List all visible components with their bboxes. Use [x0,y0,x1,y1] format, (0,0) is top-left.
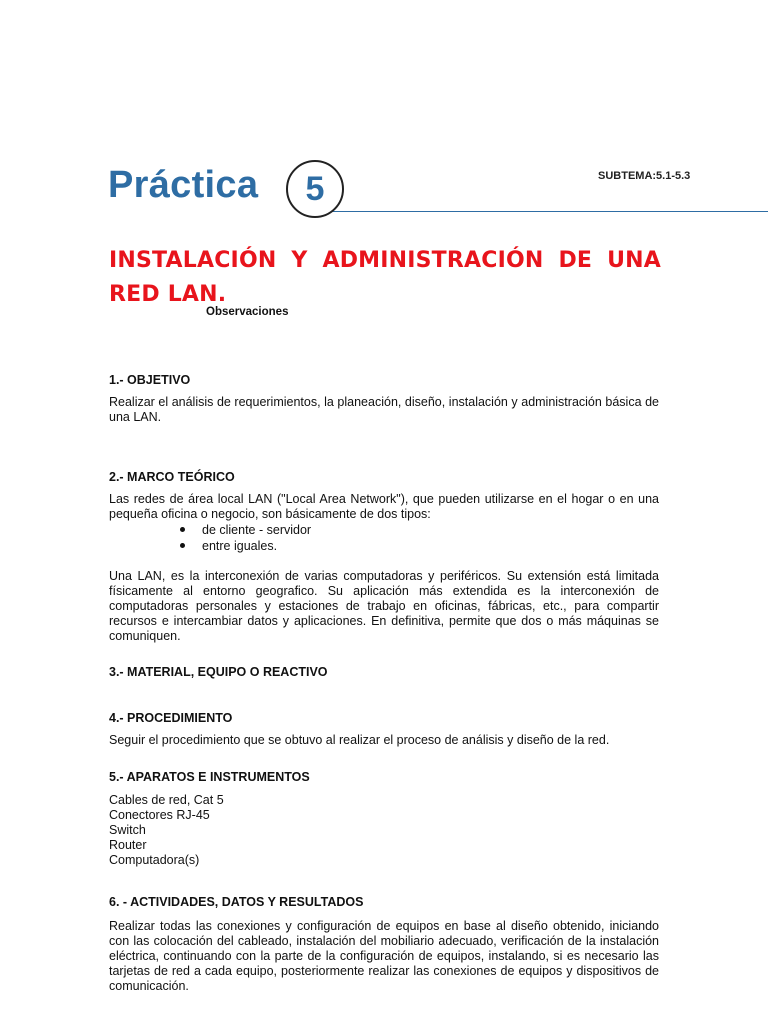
list-item: Cables de red, Cat 5 [109,793,224,807]
practice-number-circle: 5 [286,160,344,218]
actividades-text: Realizar todas las conexiones y configuración de equipos en base al diseño obtenido, iniciando con las colocación del cableado, instalación del mobiliario adecuado, verificación de la instalación eléctrica, continuando con la parte de la configuración de equipos, instalando, si es necesario las tarjetas de red a cada equipo, posteriormente realizar las conexiones de equipos y dispositivos de comunicación. [109,919,659,993]
practice-title: Práctica [108,164,259,206]
section-heading-marco: 2.- MARCO TEÓRICO [109,470,235,484]
section-heading-actividades: 6. - ACTIVIDADES, DATOS Y RESULTADOS [109,895,364,909]
section-heading-material: 3.- MATERIAL, EQUIPO O REACTIVO [109,665,328,679]
objetivo-text: Realizar el análisis de requerimientos, la planeación, diseño, instalación y administración básica de una LAN. [109,395,659,424]
list-item: Conectores RJ-45 [109,808,210,822]
aparatos-list [109,793,224,868]
observaciones-label: Observaciones [206,306,289,318]
header-rule [330,211,768,212]
list-item: Computadora(s) [109,853,200,867]
list-item: Router [109,838,147,852]
procedimiento-text: Seguir el procedimiento que se obtuvo al realizar el proceso de análisis y diseño de la red. [109,733,610,747]
marco-text: Una LAN, es la interconexión de varias computadoras y periféricos. Su extensión está limitada físicamente al entorno geografico. Su aplicación más extendida es la interconexión de computadoras personales y estaciones de trabajo en oficinas, fábricas, etc., para compartir recursos e intercambiar datos y aplicaciones. En definitiva, permite que dos o más máquinas se comuniquen. [109,569,659,643]
marco-bullet-list [180,522,311,554]
marco-intro-text: Las redes de área local LAN ("Local Area Network"), que pueden utilizarse en el hogar o en una pequeña oficina o negocio, son básicamente de dos tipos: [109,492,659,521]
bullet-icon [180,527,185,532]
list-item: de cliente - servidor [180,522,311,538]
section-heading-aparatos: 5.- APARATOS E INSTRUMENTOS [109,770,310,784]
subtema-label: SUBTEMA:5.1-5.3 [598,170,691,182]
list-item: entre iguales. [180,538,311,554]
document-title: INSTALACIÓN Y ADMINISTRACIÓN DE UNA RED LAN. [109,248,661,307]
bullet-icon [180,543,185,548]
section-heading-objetivo: 1.- OBJETIVO [109,373,191,387]
section-heading-procedimiento: 4.- PROCEDIMIENTO [109,711,233,725]
list-item: Switch [109,823,146,837]
